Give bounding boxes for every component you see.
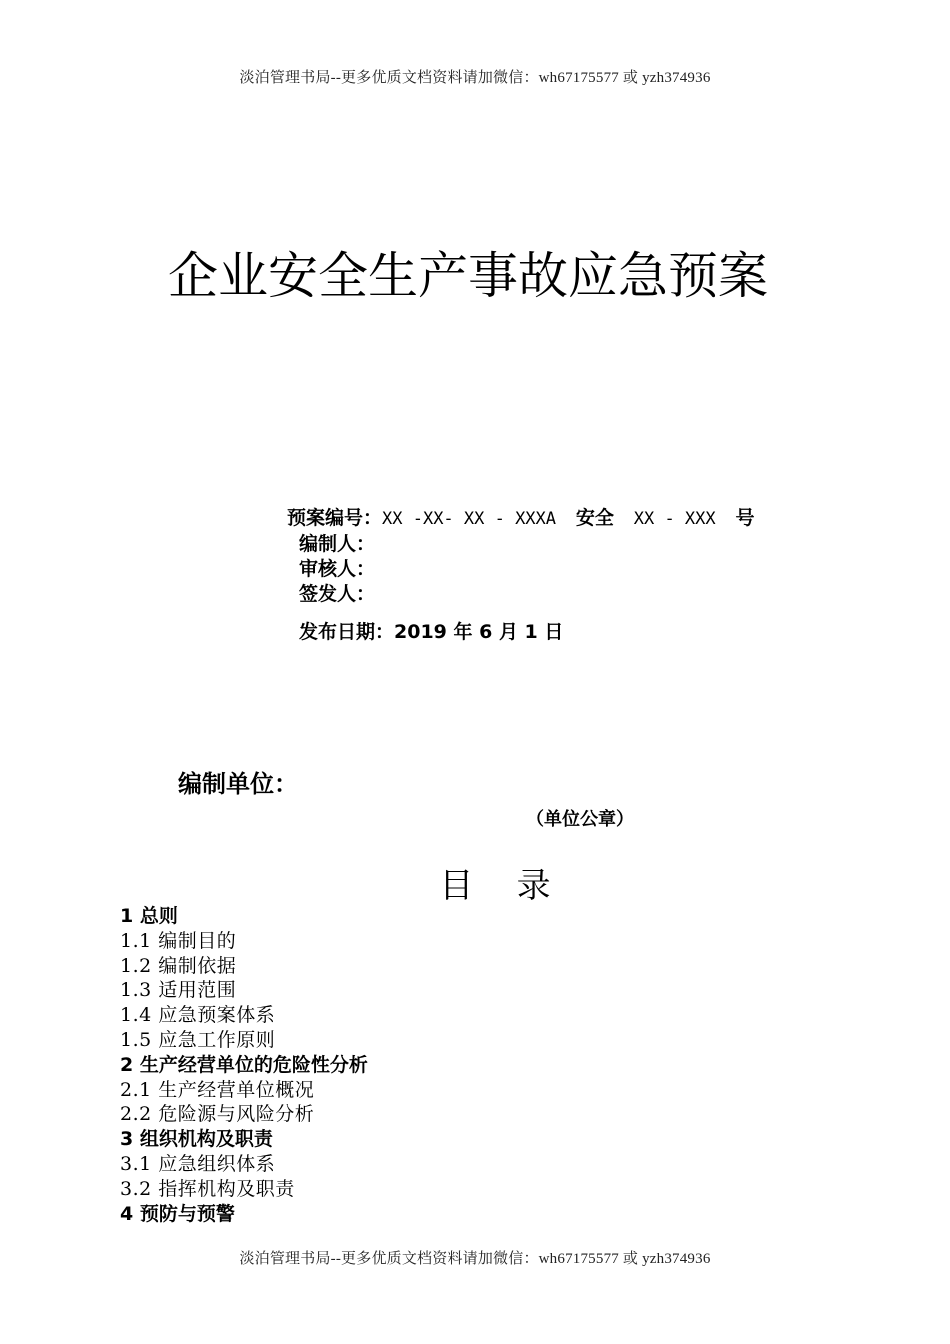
reviewer-label: 审核人：: [299, 558, 376, 580]
unit-seal-label: （单位公章）: [526, 809, 634, 830]
toc-item-4: 4 预防与预警: [120, 1202, 235, 1225]
plan-number-suffix: 号: [735, 507, 755, 529]
table-of-contents: [120, 904, 820, 1226]
toc-item-3-1: 3.1 应急组织体系: [120, 1152, 276, 1175]
spacer: [287, 607, 827, 620]
plan-number-line: [287, 506, 827, 532]
plan-number-code: XX -XX- XX - XXXA: [382, 509, 557, 529]
toc-title: 目 录: [439, 866, 551, 906]
toc-item-1-3: 1.3 适用范围: [120, 979, 237, 1002]
toc-item-1-5: 1.5 应急工作原则: [120, 1028, 276, 1051]
release-date: 发布日期：2019 年 6 月 1 日: [299, 621, 564, 643]
toc-item-1: 1 总则: [120, 905, 178, 927]
document-title: 企业安全生产事故应急预案: [168, 247, 768, 305]
toc-item-1-1: 1.1 编制目的: [120, 929, 237, 952]
toc-item-2-2: 2.2 危险源与风险分析: [120, 1103, 315, 1126]
compiler-unit-label: 编制单位：: [178, 770, 298, 798]
header-note: 淡泊管理书局--更多优质文档资料请加微信：wh67175577 或 yzh374936: [239, 70, 711, 86]
issuer-label: 签发人：: [299, 583, 376, 605]
toc-item-2-1: 2.1 生产经营单位概况: [120, 1078, 315, 1101]
toc-item-2: 2 生产经营单位的危险性分析: [120, 1053, 368, 1076]
plan-metadata: [287, 506, 827, 645]
plan-number-serial: XX - XXX: [633, 509, 716, 529]
toc-item-1-4: 1.4 应急预案体系: [120, 1004, 276, 1027]
toc-item-1-2: 1.2 编制依据: [120, 954, 237, 977]
footer-note: 淡泊管理书局--更多优质文档资料请加微信：wh67175577 或 yzh374936: [239, 1251, 711, 1267]
toc-item-3: 3 组织机构及职责: [120, 1128, 273, 1151]
plan-number-mid: 安全: [575, 507, 614, 529]
toc-item-3-2: 3.2 指挥机构及职责: [120, 1177, 295, 1200]
plan-number-label: 预案编号：: [287, 507, 383, 529]
compiler-label: 编制人：: [299, 533, 376, 555]
